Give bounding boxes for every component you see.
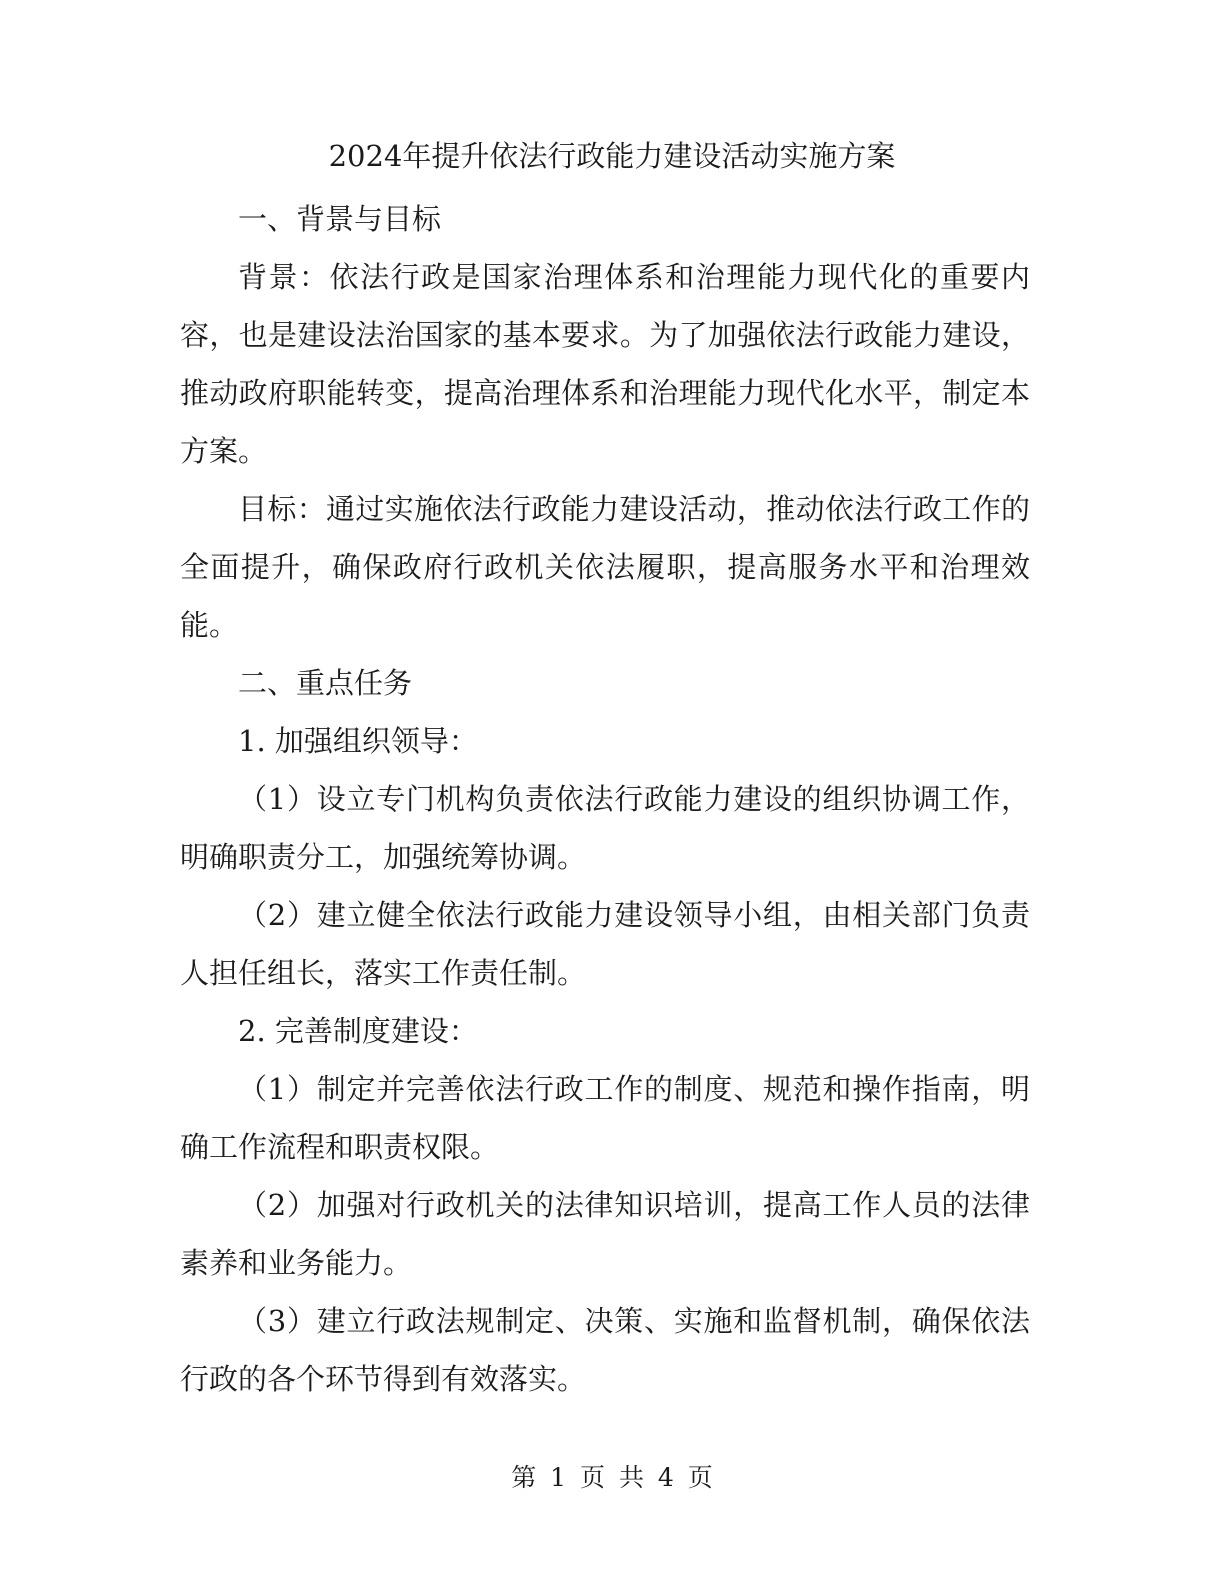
document-title: 2024年提升依法行政能力建设活动实施方案 — [328, 139, 896, 173]
subheading-system-building: 2. 完善制度建设： — [238, 1014, 478, 1048]
section-heading-background: 一、背景与目标 — [238, 202, 442, 236]
list-item: （3）建立行政法规制定、决策、实施和监督机制，确保依法行政的各个环节得到有效落实。 — [180, 1304, 1030, 1396]
list-item: （1）制定并完善依法行政工作的制度、规范和操作指南，明确工作流程和职责权限。 — [180, 1072, 1030, 1164]
list-item: （1）设立专门机构负责依法行政能力建设的组织协调工作，明确职责分工，加强统筹协调。 — [180, 782, 1030, 874]
section-heading-key-tasks: 二、重点任务 — [238, 666, 413, 700]
page-number-footer: 第 1 页 共 4 页 — [511, 1463, 713, 1492]
paragraph-goal: 目标：通过实施依法行政能力建设活动，推动依法行政工作的全面提升，确保政府行政机关依法履职，提高服务水平和治理效能。 — [180, 492, 1030, 642]
list-item: （2）建立健全依法行政能力建设领导小组，由相关部门负责人担任组长，落实工作责任制。 — [180, 898, 1030, 990]
list-item: （2）加强对行政机关的法律知识培训，提高工作人员的法律素养和业务能力。 — [180, 1188, 1030, 1280]
paragraph-background: 背景：依法行政是国家治理体系和治理能力现代化的重要内容，也是建设法治国家的基本要求。为了加强依法行政能力建设，推动政府职能转变，提高治理体系和治理能力现代化水平，制定本方案。 — [180, 260, 1030, 468]
document-body — [180, 190, 1030, 1408]
subheading-organization: 1. 加强组织领导： — [238, 724, 478, 758]
